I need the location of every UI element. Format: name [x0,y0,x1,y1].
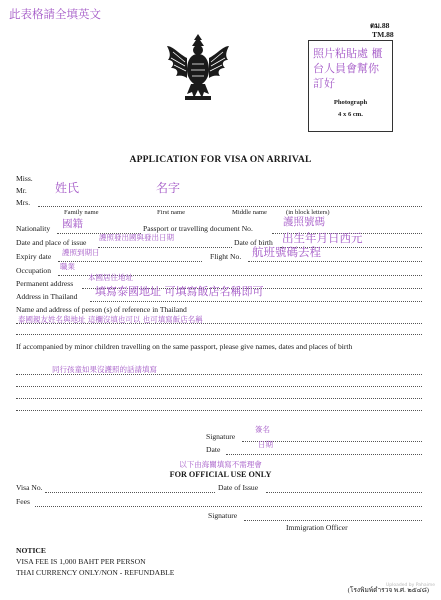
date-of-issue-line [266,492,422,493]
children-line-3 [16,398,422,399]
date-line [226,454,422,455]
label-official-signature: Signature [208,511,238,520]
hw-flight: 航班號碼去程 [252,245,321,259]
label-nationality: Nationality [16,224,51,233]
issue-line [98,247,232,248]
reference-line-1 [16,323,422,324]
children-line-2 [16,386,422,387]
official-signature-line [244,520,422,521]
hw-expiry: 護照到期日 [62,248,100,257]
fees-line [35,506,422,507]
form-code: TM.88 [372,30,394,39]
photo-note: 照片粘貼處 櫃台人員會幫你訂好 [313,47,383,90]
expiry-line [58,261,202,262]
hw-occupation: 職業 [60,262,75,271]
label-expiry: Expiry date [16,252,52,261]
label-date-of-issue: Date of Issue [218,483,259,492]
hw-reference: 泰國親友姓名與地址 這欄沒填也可以 也可填寫飯店名稱 [18,315,203,324]
scan-mark: Uploaded by Pahaime [385,583,435,588]
hw-children: 同行孩童如果沒護照的話請填寫 [52,365,157,374]
label-children: If accompanied by minor children travelling on the same passport, please give names, dates and places of birth [16,342,353,351]
label-immigration-officer: Immigration Officer [286,523,348,532]
photo-box [308,40,393,132]
hw-sign: 簽名 [255,425,270,434]
label-block-letters: (in block letters) [286,209,330,216]
label-occupation: Occupation [16,266,52,275]
label-date: Date [206,445,221,454]
label-first-name: First name [157,209,186,216]
footer-code: (โรงพิมพ์ตำรวจ พ.ศ. ๒๕๔๘) [347,587,429,594]
top-note: 此表格請全填英文 [9,7,101,21]
hw-family-name: 姓氏 [55,181,80,195]
notice-title: NOTICE [16,546,46,555]
address-thailand-line [90,301,422,302]
photo-size: 4 x 6 cm. [338,111,363,118]
notice-line-2: THAI CURRENCY ONLY/NON - REFUNDABLE [16,568,175,577]
label-fees: Fees [16,497,30,506]
hw-date: 日期 [258,440,273,449]
hw-permanent: 本國居住地址 [88,273,133,282]
label-family-name: Family name [64,209,99,216]
label-mr: Mr. [16,186,27,195]
form-title: APPLICATION FOR VISA ON ARRIVAL [129,154,312,165]
official-title: FOR OFFICIAL USE ONLY [169,470,272,479]
label-reference: Name and address of person (s) of reference in Thailand [16,305,187,314]
label-flight: Flight No. [210,252,242,261]
label-passport: Passport or travelling document No. [143,224,253,233]
photo-label: Photograph [333,99,368,106]
label-mrs: Mrs. [16,198,31,207]
visa-no-line [45,492,215,493]
hw-official-note: 以下由海關填寫不需理會 [179,460,262,469]
hw-birth: 出生年月日西元 [282,231,363,245]
hw-passport: 護照號碼 [283,216,325,228]
hw-address-thailand: 填寫泰國地址 可填寫飯店名稱即可 [95,285,264,298]
children-line-1 [16,374,422,375]
flight-line [248,261,422,262]
label-middle-name: Middle name [232,209,267,216]
label-miss: Miss. [16,174,33,183]
hw-nationality: 國籍 [62,218,83,230]
label-permanent: Permanent address [16,279,74,288]
label-signature: Signature [206,432,236,441]
label-issue: Date and place of issue [16,238,87,247]
name-dotted-line [38,206,422,207]
children-line-4 [16,410,422,411]
label-birth: Date of birth [234,238,273,247]
label-address-thailand: Address in Thailand [16,292,78,301]
form-code-thai: ตม.88 [370,21,390,30]
garuda-emblem-icon [165,32,231,104]
reference-line-2 [16,334,422,335]
hw-issue: 護照發出國與發出日期 [99,233,174,242]
label-visa-no: Visa No. [16,483,43,492]
notice-line-1: VISA FEE IS 1,000 BAHT PER PERSON [16,557,146,566]
hw-first-name: 名字 [156,181,181,195]
